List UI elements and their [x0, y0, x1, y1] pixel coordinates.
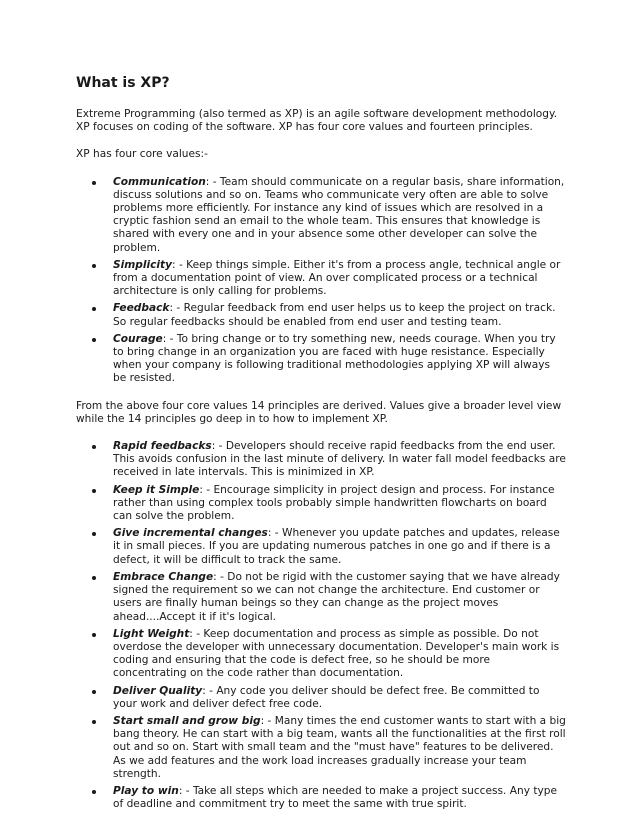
list-item-text: : - Whenever you update patches and updates, release it in small pieces. If you are updating numerous patches in one go and if there is a defect, it will be difficult to track the same. — [113, 527, 560, 566]
list-item-text: : - Do not be rigid with the customer saying that we have already signed the requirement so we can not change the architecture. End customer or users are finally human beings so they can change as the project moves ahead....Accept it if it's logical. — [113, 570, 560, 623]
values-intro-paragraph: XP has four core values:- — [76, 148, 208, 161]
list-item-term: Simplicity — [113, 258, 173, 271]
list-item-text: : - Regular feedback from end user helps us to keep the project on track. So regular feedbacks should be enabled from end user and testing team. — [113, 302, 556, 328]
bullet-icon — [92, 576, 96, 580]
intro-paragraph: Extreme Programming (also termed as XP) is an agile software development methodology. XP focuses on coding of the software. XP has four core values and fourteen principles. — [76, 108, 558, 134]
bullet-icon — [92, 532, 96, 536]
list-item-text: : - Take all steps which are needed to make a project success. Any type of deadline and commitment try to meet the same with true spirit. — [113, 784, 558, 811]
list-item — [76, 715, 566, 781]
bullet-icon — [92, 307, 96, 311]
document-page — [76, 74, 566, 825]
list-item — [76, 302, 566, 328]
list-item — [76, 259, 566, 299]
list-item-text: : - Encourage simplicity in project design and process. For instance rather than using complex tools probably simple handwritten flowcharts on board can solve the problem. — [113, 483, 555, 523]
page-title: What is XP? — [76, 75, 170, 91]
bullet-icon — [92, 690, 96, 694]
list-item-term: Communication — [113, 175, 206, 188]
bullet-icon — [92, 338, 96, 342]
principles-list — [76, 440, 566, 811]
core-values-list — [76, 176, 566, 386]
bullet-icon — [92, 720, 96, 724]
bullet-icon — [92, 264, 96, 268]
list-item — [76, 571, 566, 624]
list-item-term: Give incremental changes — [113, 527, 268, 540]
list-item-text: : - Developers should receive rapid feedbacks from the end user. This avoids confusion in the last minute of delivery. In water fall model feedbacks are received in late intervals. This is minimized in XP. — [113, 440, 566, 479]
list-item-text: : - Many times the end customer wants to start with a big bang theory. He can start with a big team, wants all the functionalities at the first roll out and so on. Start with small team and the "must have" features to be delivered. As we add features and the work load increases gradually increase your team strength. — [113, 714, 566, 780]
bullet-icon — [92, 633, 96, 637]
list-item-term: Rapid feedbacks — [113, 440, 212, 453]
list-item — [76, 685, 566, 711]
list-item — [76, 785, 566, 811]
bullet-icon — [92, 790, 96, 794]
list-item-term: Keep it Simple — [113, 483, 200, 496]
list-item-term: Deliver Quality — [113, 684, 203, 697]
list-item — [76, 440, 566, 480]
list-item — [76, 527, 566, 567]
list-item-term: Embrace Change — [113, 570, 214, 583]
list-item — [76, 484, 566, 524]
list-item — [76, 333, 566, 386]
list-item-text: : - To bring change or to try something new, needs courage. When you try to bring change in an organization you are faced with huge resistance. Especially when your company is following traditional methodologies applying XP will always be resisted. — [113, 332, 556, 385]
list-item-term: Light Weight — [113, 627, 190, 640]
list-item-text: : - Team should communicate on a regular basis, share information, discuss solutions and so on. Teams who communicate very often are able to solve problems more efficiently. For instance any kind of issues which are resolved in a cryptic fashion send an email to the whole team. This ensures that knowledge is shared with every one and in your absence some other developer can solve the problem. — [113, 175, 565, 254]
list-item-term: Start small and grow big — [113, 714, 261, 727]
bullet-icon — [92, 181, 96, 185]
bullet-icon — [92, 489, 96, 493]
list-item — [76, 176, 566, 255]
list-item-text: : - Keep things simple. Either it's from a process angle, technical angle or from a documentation point of view. An over complicated process or a technical architecture is only calling for problems. — [113, 258, 561, 298]
list-item-text: : - Keep documentation and process as simple as possible. Do not overdose the developer with unnecessary documentation. Developer's main work is coding and ensuring that the code is defect free, so he should be more concentrating on the code rather than documentation. — [113, 627, 560, 680]
list-item-term: Feedback — [113, 302, 170, 315]
principles-intro-paragraph: From the above four core values 14 principles are derived. Values give a broader level view while the 14 principles go deep in to how to implement XP. — [76, 399, 562, 425]
list-item-term: Play to win — [113, 784, 179, 797]
bullet-icon — [92, 445, 96, 449]
list-item-term: Courage — [113, 332, 163, 345]
list-item-text: : - Any code you deliver should be defect free. Be committed to your work and deliver defect free code. — [113, 684, 540, 710]
list-item — [76, 628, 566, 681]
